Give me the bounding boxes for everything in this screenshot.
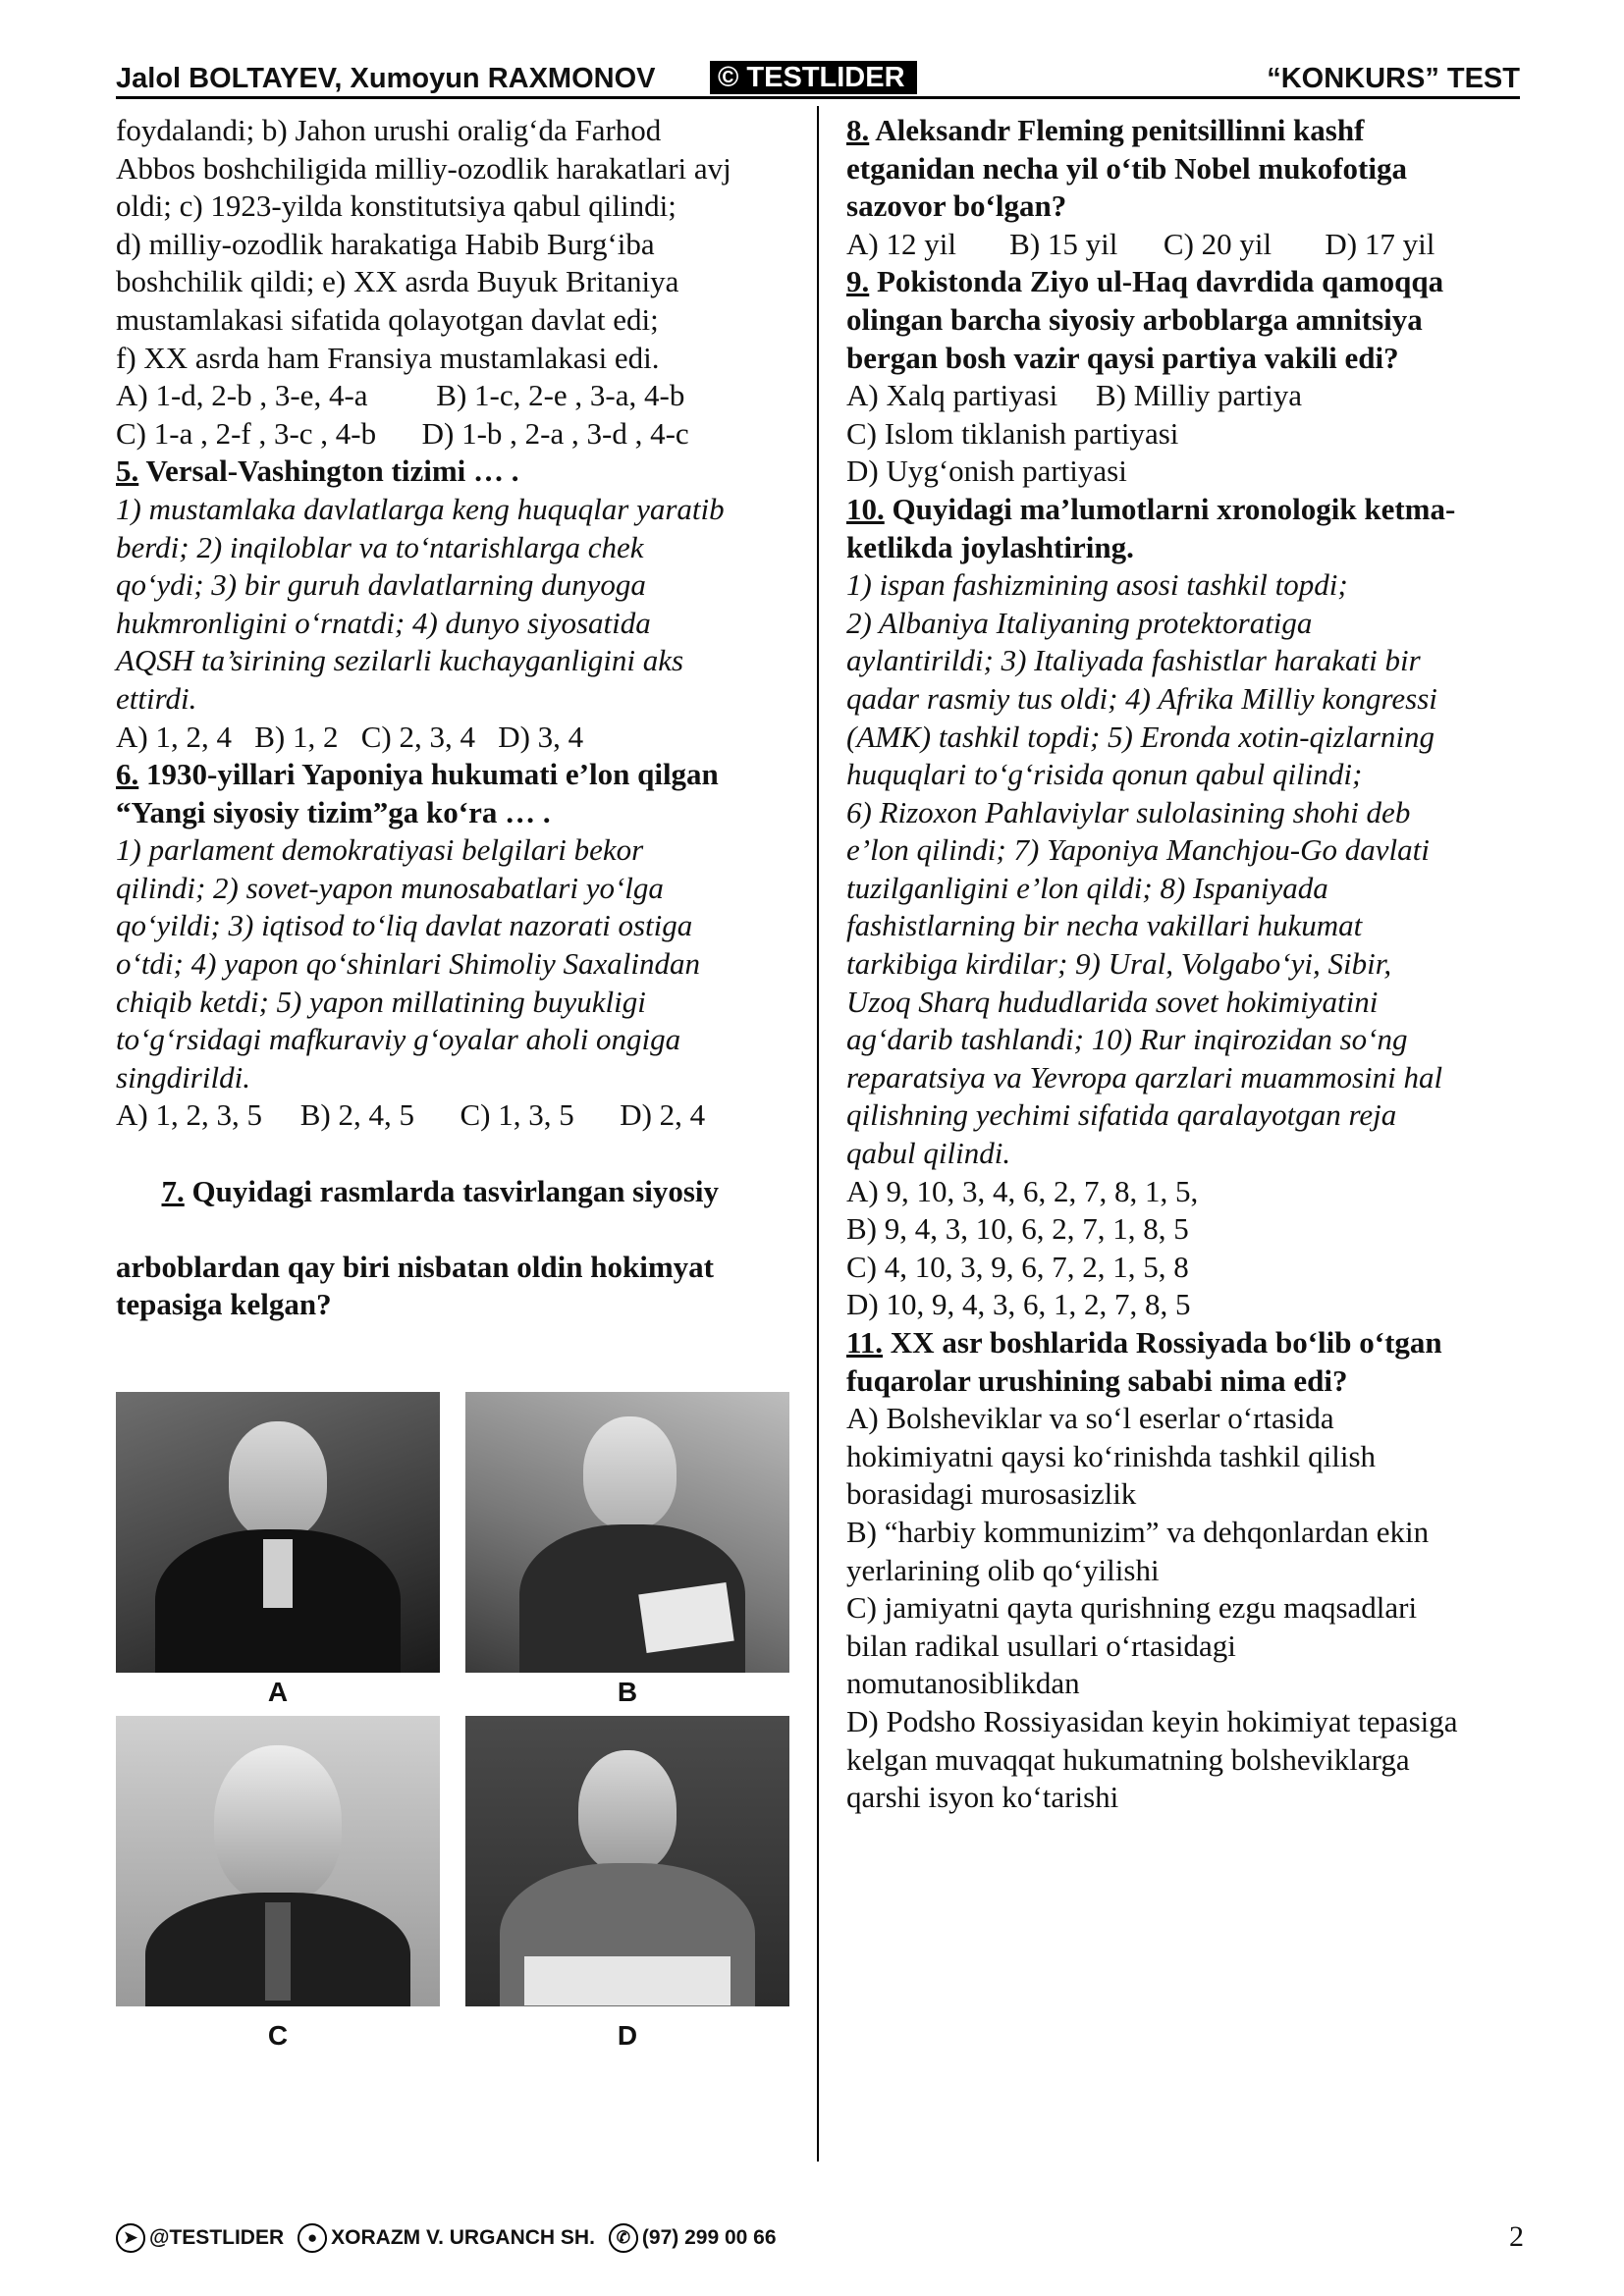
statement-line: 1) ispan fashizmining asosi tashkil topdi; bbox=[846, 567, 1348, 603]
statement-line: (AMK) tashkil topdi; 5) Eronda xotin-qizlarning bbox=[846, 719, 1435, 754]
answer-option: nomutanosiblikdan bbox=[846, 1666, 1080, 1701]
header-brand-badge: © TESTLIDER bbox=[710, 61, 917, 94]
answer-option: D) Uyg‘onish partiyasi bbox=[846, 454, 1127, 489]
statement-line: to‘g‘rsidagi mafkuraviy g‘oyalar aholi ongiga bbox=[116, 1022, 681, 1057]
question-title bbox=[116, 1135, 793, 1249]
statement-line: qo‘ydi; 3) bir guruh davlatlarning dunyoga bbox=[116, 567, 646, 603]
statement-line: o‘tdi; 4) yapon qo‘shinlari Shimoliy Saxalindan bbox=[116, 946, 700, 982]
question-title bbox=[846, 263, 1524, 301]
column-divider bbox=[817, 106, 819, 2162]
statement-line: fashistlarning bir necha vakillari hukumat bbox=[846, 908, 1363, 943]
location-pin-icon: ● bbox=[298, 2223, 327, 2253]
statement-line: 2) Albaniya Italiyaning protektoratiga bbox=[846, 605, 1313, 640]
statement-line: qilindi; 2) sovet-yapon munosabatlari yo‘lga bbox=[116, 870, 664, 905]
page-header bbox=[116, 61, 1520, 96]
statement-line: qadar rasmiy tus oldi; 4) Afrika Milliy kongressi bbox=[846, 680, 1437, 716]
footer-phone: (97) 299 00 66 bbox=[641, 2226, 777, 2249]
statement-line: singdirildi. bbox=[116, 1059, 250, 1095]
header-authors: Jalol BOLTAYEV, Xumoyun RAXMONOV bbox=[116, 63, 656, 94]
phone-icon: ✆ bbox=[609, 2223, 638, 2253]
question-text: “Yangi siyosiy tizim”ga ko‘ra … . bbox=[116, 794, 551, 829]
text-line: foydalandi; b) Jahon urushi oralig‘da Farhod bbox=[116, 113, 662, 147]
question-text: etganidan necha yil o‘tib Nobel mukofotiga bbox=[846, 150, 1407, 186]
question-text: olingan barcha siyosiy arboblarga amnitsiya bbox=[846, 301, 1423, 337]
statement-line: qabul qilindi. bbox=[846, 1136, 1011, 1171]
answer-option: A) Bolsheviklar va so‘l eserlar o‘rtasida bbox=[846, 1401, 1334, 1436]
question-title bbox=[846, 491, 1524, 529]
question-7 bbox=[116, 1135, 793, 1324]
answer-option: borasidagi murosasizlik bbox=[846, 1476, 1137, 1512]
statement-line: qo‘yildi; 3) iqtisod to‘liq davlat nazorati ostiga bbox=[116, 908, 693, 943]
footer-telegram-handle: @TESTLIDER bbox=[149, 2226, 285, 2249]
statement-line: 1) mustamlaka davlatlarga keng huquqlar yaratib bbox=[116, 491, 725, 526]
statement-line: e’lon qilindi; 7) Yaponiya Manchjou-Go davlati bbox=[846, 832, 1430, 868]
statement-line: reparatsiya va Yevropa qarzlari muammosini hal bbox=[846, 1059, 1443, 1095]
question-number: 9. bbox=[846, 264, 870, 299]
answer-option: B) 9, 4, 3, 10, 6, 2, 7, 1, 8, 5 bbox=[846, 1211, 1189, 1247]
answer-options: C) 1-a , 2-f , 3-c , 4-b D) 1-b , 2-a , 3-d , 4-c bbox=[116, 415, 689, 451]
question-10 bbox=[846, 491, 1524, 1324]
answer-options: A) 1, 2, 3, 5 B) 2, 4, 5 C) 1, 3, 5 D) 2, 4 bbox=[116, 1097, 706, 1133]
answer-option: kelgan muvaqqat hukumatning bolsheviklarga bbox=[846, 1741, 1410, 1777]
page-footer bbox=[116, 2220, 790, 2256]
question-title bbox=[116, 756, 793, 794]
answer-option: yerlarining olib qo‘yilishi bbox=[846, 1552, 1160, 1587]
text-line: oldi; c) 1923-yilda konstitutsiya qabul qilindi; bbox=[116, 188, 677, 224]
statement-line: Uzoq Sharq hududlarida sovet hokimiyatini bbox=[846, 984, 1379, 1019]
page-number: 2 bbox=[1509, 2220, 1524, 2253]
text-line: f) XX asrda ham Fransiya mustamlakasi edi. bbox=[116, 340, 660, 375]
answer-options: A) 1, 2, 4 B) 1, 2 C) 2, 3, 4 D) 3, 4 bbox=[116, 719, 584, 754]
statement-line: ag‘darib tashlandi; 10) Rur inqirozidan so‘ng bbox=[846, 1022, 1408, 1057]
answer-options: A) 12 yil B) 15 yil C) 20 yil D) 17 yil bbox=[846, 226, 1435, 261]
question-text: Quyidagi ma’lumotlarni xronologik ketma- bbox=[884, 491, 1456, 526]
question-title bbox=[846, 1324, 1524, 1362]
question-text: 1930-yillari Yaponiya hukumati e’lon qilgan bbox=[146, 757, 719, 792]
portrait-photo-d bbox=[465, 1716, 789, 2006]
portrait-label-c: C bbox=[267, 2020, 289, 2051]
question-number: 11. bbox=[846, 1325, 884, 1360]
question-text: fuqarolar urushining sababi nima edi? bbox=[846, 1362, 1348, 1398]
text-line: Abbos boshchiligida milliy-ozodlik harakatlari avj bbox=[116, 150, 731, 186]
question-8 bbox=[846, 112, 1524, 263]
statement-line: qilishning yechimi sifatida qaralayotgan reja bbox=[846, 1097, 1397, 1133]
question-9 bbox=[846, 263, 1524, 491]
portrait-grid bbox=[116, 1392, 793, 2079]
text-line: boshchilik qildi; e) XX asrda Buyuk Britaniya bbox=[116, 264, 679, 299]
question-number: 10. bbox=[846, 491, 885, 526]
right-column bbox=[846, 112, 1524, 1817]
statement-line: tuzilganligini e’lon qildi; 8) Ispaniyada bbox=[846, 870, 1328, 905]
statement-line: AQSH ta’sirining sezilarli kuchayganligini aks bbox=[116, 643, 684, 678]
portrait-label-a: A bbox=[267, 1677, 289, 1707]
question-text: Quyidagi rasmlarda tasvirlangan siyosiy bbox=[184, 1173, 720, 1208]
answer-option: qarshi isyon ko‘tarishi bbox=[846, 1780, 1119, 1815]
question-6 bbox=[116, 756, 793, 1135]
answer-option: bilan radikal usullari o‘rtasidagi bbox=[846, 1628, 1236, 1663]
portrait-label-b: B bbox=[617, 1677, 638, 1707]
answer-option: C) jamiyatni qayta qurishning ezgu maqsadlari bbox=[846, 1590, 1418, 1626]
portrait-photo-b bbox=[465, 1392, 789, 1673]
answer-option: D) 10, 9, 4, 3, 6, 1, 2, 7, 8, 5 bbox=[846, 1287, 1191, 1322]
statement-line: ettirdi. bbox=[116, 680, 197, 716]
question-title bbox=[116, 453, 793, 491]
header-rule bbox=[116, 96, 1520, 99]
question-text: XX asr boshlarida Rossiyada bo‘lib o‘tgan bbox=[883, 1325, 1442, 1360]
statement-line: chiqib ketdi; 5) yapon millatining buyukligi bbox=[116, 984, 646, 1019]
portrait-photo-c bbox=[116, 1716, 440, 2006]
question-number: 5. bbox=[116, 454, 139, 489]
question-text: Pokistonda Ziyo ul-Haq davrdida qamoqqa bbox=[869, 264, 1444, 299]
statement-line: hukmronligini o‘rnatdi; 4) dunyo siyosatida bbox=[116, 605, 651, 640]
question-title bbox=[846, 112, 1524, 150]
question-11 bbox=[846, 1324, 1524, 1817]
statement-line: huquqlari to‘g‘risida qonun qabul qilindi; bbox=[846, 757, 1363, 792]
text-line: d) milliy-ozodlik harakatiga Habib Burg‘iba bbox=[116, 226, 655, 261]
portrait-photo-a bbox=[116, 1392, 440, 1673]
question-text: ketlikda joylashtiring. bbox=[846, 529, 1134, 564]
question-number: 8. bbox=[846, 113, 870, 147]
question-number: 6. bbox=[116, 757, 139, 792]
answer-option: D) Podsho Rossiyasidan keyin hokimiyat tepasiga bbox=[846, 1703, 1458, 1738]
answer-option: hokimiyatni qaysi ko‘rinishda tashkil qilish bbox=[846, 1438, 1377, 1473]
telegram-icon: ➤ bbox=[116, 2223, 145, 2253]
question-number: 7. bbox=[161, 1173, 185, 1208]
question-text: arboblardan qay biri nisbatan oldin hokimyat bbox=[116, 1249, 714, 1284]
statement-line: aylantirildi; 3) Italiyada fashistlar harakati bir bbox=[846, 643, 1421, 678]
footer-location: XORAZM V. URGANCH SH. bbox=[331, 2226, 595, 2249]
text-line: mustamlakasi sifatida qolayotgan davlat edi; bbox=[116, 301, 659, 337]
answer-options: A) 1-d, 2-b , 3-e, 4-a B) 1-c, 2-e , 3-a, 4-b bbox=[116, 378, 685, 413]
answer-option: A) 9, 10, 3, 4, 6, 2, 7, 8, 1, 5, bbox=[846, 1173, 1199, 1208]
question-text: Versal-Vashington tizimi … . bbox=[145, 454, 519, 489]
question-4-continuation bbox=[116, 112, 793, 453]
answer-option: A) Xalq partiyasi B) Milliy partiya bbox=[846, 378, 1303, 413]
answer-option: C) Islom tiklanish partiyasi bbox=[846, 415, 1179, 451]
left-column bbox=[116, 112, 793, 1324]
question-text: tepasiga kelgan? bbox=[116, 1287, 332, 1322]
question-text: sazovor bo‘lgan? bbox=[846, 188, 1067, 224]
answer-option: B) “harbiy kommunizim” va dehqonlardan ekin bbox=[846, 1514, 1430, 1549]
statement-line: berdi; 2) inqiloblar va to‘ntarishlarga chek bbox=[116, 529, 644, 564]
statement-line: 6) Rizoxon Pahlaviylar sulolasining shohi deb bbox=[846, 794, 1411, 829]
question-text: bergan bosh vazir qaysi partiya vakili edi? bbox=[846, 340, 1399, 375]
header-test-type: “KONKURS” TEST bbox=[1267, 63, 1520, 94]
statement-line: tarkibiga kirdilar; 9) Ural, Volgabo‘yi, Sibir, bbox=[846, 946, 1392, 982]
answer-option: C) 4, 10, 3, 9, 6, 7, 2, 1, 5, 8 bbox=[846, 1249, 1189, 1284]
portrait-label-d: D bbox=[617, 2020, 638, 2051]
statement-line: 1) parlament demokratiyasi belgilari bekor bbox=[116, 832, 644, 868]
question-text: Aleksandr Fleming penitsillinni kashf bbox=[869, 113, 1365, 147]
question-5 bbox=[116, 453, 793, 756]
